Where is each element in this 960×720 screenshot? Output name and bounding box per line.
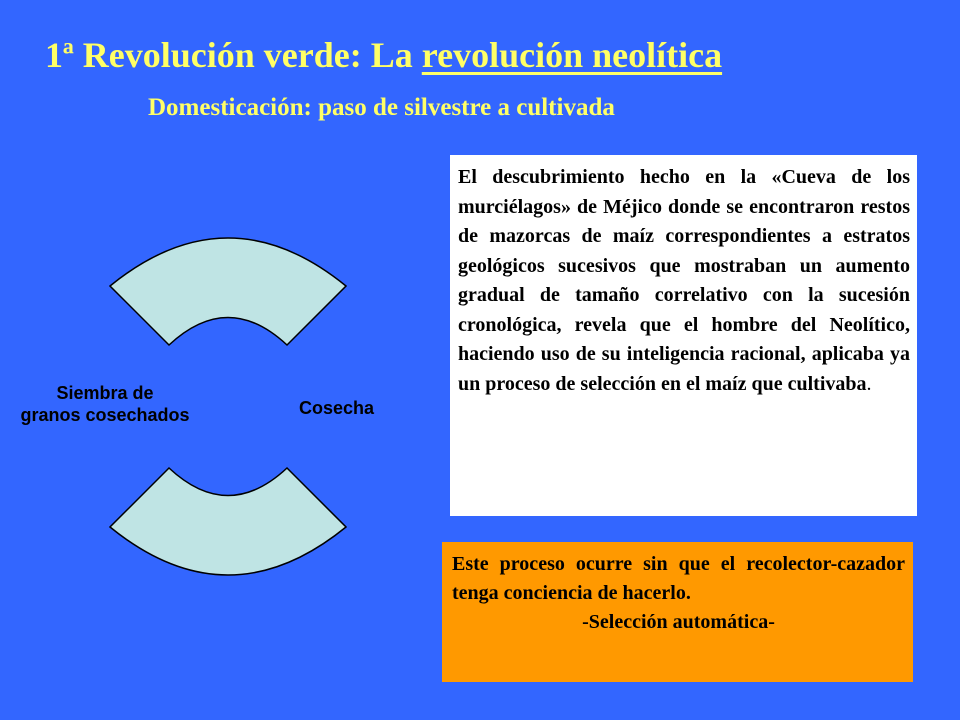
note-emphasis: -Selección automática- [582,611,775,633]
description-text: El descubrimiento hecho en la «Cueva de los murciélagos» de Méjico donde se encontraron restos de mazorcas de maíz correspondientes a estratos geológicos sucesivos que mostraban un aumento gradual de tamaño correlativo con la sucesión cronológica, revela que el hombre del Neolítico, haciendo uso de su inteligencia racional, aplicaba ya un proceso de selección en el maíz que cultivaba [458,166,910,395]
description-box [450,155,917,516]
description-end-punct: . [866,372,872,395]
sowing-label-line1: Siembra de [56,383,154,403]
page-subtitle: Domesticación: paso de silvestre a cultivada [148,94,615,121]
note-box [442,542,913,682]
cycle-top-arrow [110,238,346,345]
title-prefix: 1ª Revolución verde: La [45,35,422,75]
sowing-label [0,382,240,426]
sowing-label-line2: granos cosechados [20,405,190,425]
harvest-label: Cosecha [299,398,375,418]
cycle-bottom-arrow [110,468,346,575]
title-link[interactable]: revolución neolítica [421,35,723,75]
note-text: Este proceso ocurre sin que el recolector-cazador tenga conciencia de hacerlo. [452,553,905,604]
